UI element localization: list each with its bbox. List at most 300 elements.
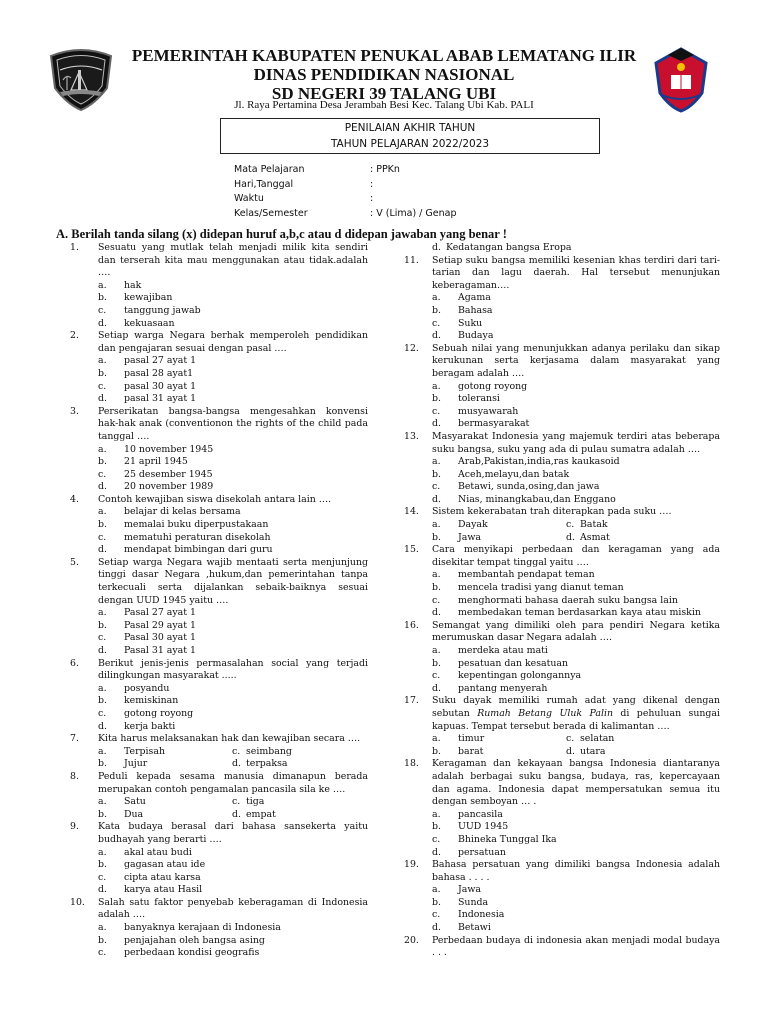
answer-option[interactable] — [98, 758, 232, 771]
letterhead-department: DINAS PENDIDIKAN NASIONAL — [253, 65, 515, 84]
option-letter: b. — [98, 292, 107, 304]
answer-option[interactable] — [566, 746, 605, 759]
option-letter: b. — [432, 896, 441, 908]
question — [70, 771, 368, 796]
option-text: Betawi, sunda,osing,dan jawa — [458, 481, 600, 493]
option-letter: d. — [232, 758, 241, 770]
option-text: Dayak — [458, 519, 488, 531]
option-text: banyaknya kerajaan di Indonesia — [124, 922, 281, 934]
exam-info — [234, 163, 456, 221]
answer-option[interactable] — [232, 809, 276, 822]
option-text: Aceh,melayu,dan batak — [458, 468, 570, 480]
option-letter: d. — [432, 607, 441, 619]
option-letter: c. — [432, 833, 441, 845]
questions-left-column — [70, 242, 368, 960]
answer-option[interactable] — [70, 884, 368, 897]
option-letter: d. — [432, 922, 441, 934]
answer-option[interactable] — [70, 393, 368, 406]
option-text: 10 november 1945 — [124, 443, 214, 455]
option-text: Pasal 29 ayat 1 — [124, 619, 196, 631]
answer-option-pair — [70, 809, 368, 822]
option-letter: b. — [98, 758, 107, 770]
letterhead — [0, 46, 768, 103]
option-letter: a. — [98, 846, 107, 858]
option-letter: c. — [98, 947, 107, 959]
option-text: barat — [458, 745, 484, 757]
info-value: : — [370, 178, 374, 190]
answer-option[interactable] — [404, 569, 720, 582]
option-text: hak — [124, 279, 142, 291]
answer-option[interactable] — [70, 456, 368, 469]
answer-option[interactable] — [70, 872, 368, 885]
option-letter: a. — [98, 279, 107, 291]
question-text: Sistem kekerabatan trah diterapkan pada suku …. — [432, 506, 672, 518]
answer-option[interactable] — [70, 368, 368, 381]
question-text: Berikut jenis-jenis permasalahan social yang terjadi dilingkungan masyarakat ..... — [98, 657, 368, 682]
answer-option[interactable] — [70, 481, 368, 494]
answer-option[interactable] — [404, 922, 720, 935]
info-row — [234, 192, 456, 207]
option-letter: b. — [432, 821, 441, 833]
option-letter: b. — [432, 393, 441, 405]
option-text: pesatuan dan kesatuan — [458, 657, 569, 669]
option-text: Sunda — [458, 896, 489, 908]
option-letter: b. — [432, 745, 441, 757]
answer-option[interactable] — [404, 595, 720, 608]
option-letter: a. — [98, 796, 107, 808]
question — [404, 935, 720, 960]
option-text: 25 desember 1945 — [124, 468, 213, 480]
option-text: pasal 30 ayat 1 — [124, 380, 197, 392]
option-text: pasal 27 ayat 1 — [124, 355, 197, 367]
answer-option[interactable] — [404, 683, 720, 696]
answer-option-pair — [70, 796, 368, 809]
option-text: Pasal 30 ayat 1 — [124, 632, 196, 644]
option-letter: b. — [432, 531, 441, 543]
answer-option[interactable] — [404, 318, 720, 331]
option-text: mencela tradisi yang dianut teman — [458, 582, 624, 594]
answer-option[interactable] — [404, 834, 720, 847]
question — [70, 733, 368, 746]
option-letter: b. — [98, 695, 107, 707]
option-letter: c. — [566, 519, 575, 531]
option-letter: b. — [432, 657, 441, 669]
answer-option[interactable] — [566, 532, 610, 545]
option-text: gotong royong — [124, 707, 194, 719]
answer-option[interactable] — [70, 620, 368, 633]
option-text: memalai buku diperpustakaan — [124, 519, 269, 531]
option-text: gagasan atau ide — [124, 859, 206, 871]
answer-option[interactable] — [404, 330, 720, 343]
option-text: terpaksa — [246, 758, 288, 770]
info-key: Hari,Tanggal — [234, 178, 294, 190]
answer-option[interactable] — [70, 645, 368, 658]
option-letter: c. — [432, 481, 441, 493]
option-text: cipta atau karsa — [124, 871, 201, 883]
option-letter: d. — [432, 242, 441, 253]
question-text: Setiap suku bangsa memiliki kesenian khas terdiri dari tari-tarian dan lagu daerah. Hal tersebut menunjukan keberagaman…. — [432, 254, 720, 291]
option-text: merdeka atau mati — [458, 645, 548, 656]
option-letter: b. — [432, 468, 441, 480]
option-letter: c. — [432, 909, 441, 921]
option-text: membantah pendapat teman — [458, 569, 595, 581]
option-letter: d. — [98, 884, 107, 896]
answer-option[interactable] — [232, 796, 264, 809]
option-text: Satu — [124, 796, 146, 808]
question — [404, 255, 720, 293]
question-number: 20. — [404, 934, 419, 946]
answer-option[interactable] — [70, 544, 368, 557]
answer-option[interactable] — [404, 242, 720, 255]
option-text: Dua — [124, 808, 144, 820]
answer-option[interactable] — [404, 481, 720, 494]
option-text: Betawi — [458, 922, 491, 934]
info-value: : V (Lima) / Genap — [370, 207, 457, 219]
answer-option[interactable] — [70, 695, 368, 708]
question-number: 1. — [70, 242, 79, 253]
question-text: Sebuah nilai yang menunjukkan adanya perilaku dan sikap kerukunan serta kerjasama dalam masyarakat yang beragam adalah …. — [432, 342, 720, 379]
answer-option-pair — [70, 746, 368, 759]
question — [70, 406, 368, 444]
answer-option[interactable] — [404, 469, 720, 482]
answer-option[interactable] — [98, 746, 232, 759]
answer-option[interactable] — [70, 381, 368, 394]
answer-option[interactable] — [70, 721, 368, 734]
option-text: mendapat bimbingan dari guru — [124, 544, 273, 556]
answer-option[interactable] — [404, 670, 720, 683]
option-letter: a. — [432, 292, 441, 304]
answer-option[interactable] — [70, 632, 368, 645]
option-text: empat — [246, 808, 276, 820]
answer-option[interactable] — [70, 683, 368, 696]
question — [404, 859, 720, 884]
answer-option[interactable] — [70, 607, 368, 620]
option-text: Batak — [580, 519, 608, 531]
answer-option[interactable] — [404, 607, 720, 620]
answer-option[interactable] — [70, 847, 368, 860]
question — [70, 658, 368, 683]
question-text: Masyarakat Indonesia yang majemuk terdiri atas beberapa suku bangsa, suku yang ada di pulau sumatra adalah …. — [432, 430, 720, 455]
question-number: 6. — [70, 657, 79, 669]
option-letter: c. — [432, 317, 441, 329]
option-text: toleransi — [458, 393, 500, 405]
exam-year: TAHUN PELAJARAN 2022/2023 — [330, 138, 490, 150]
option-text: Terpisah — [124, 745, 165, 757]
question-number: 14. — [404, 506, 419, 518]
answer-option[interactable] — [432, 519, 566, 532]
option-text: tanggung jawab — [124, 304, 201, 316]
answer-option[interactable] — [70, 506, 368, 519]
option-text: perbedaan kondisi geografis — [124, 947, 260, 959]
option-letter: d. — [232, 808, 241, 820]
option-text: Arab,Pakistan,india,ras kaukasoid — [458, 456, 620, 468]
option-letter: d. — [432, 493, 441, 505]
option-letter: a. — [98, 745, 107, 757]
option-letter: d. — [432, 418, 441, 430]
answer-option[interactable] — [404, 809, 720, 822]
answer-option[interactable] — [404, 897, 720, 910]
option-text: seimbang — [246, 745, 292, 757]
option-letter: d. — [98, 720, 107, 732]
option-text: Jawa — [458, 884, 481, 896]
option-letter: c. — [98, 871, 107, 883]
option-text: Bhineka Tunggal Ika — [458, 833, 557, 845]
question-number: 2. — [70, 330, 79, 342]
question — [70, 494, 368, 507]
question — [404, 343, 720, 381]
option-text: Jawa — [458, 531, 481, 543]
question-number: 12. — [404, 342, 419, 354]
option-letter: c. — [98, 531, 107, 543]
option-text: menghormati bahasa daerah suku bangsa lain — [458, 594, 678, 606]
option-letter: a. — [432, 569, 441, 581]
option-text: posyandu — [124, 682, 170, 694]
option-letter: a. — [98, 922, 107, 934]
option-text: pasal 28 ayat1 — [124, 367, 194, 379]
question — [70, 242, 368, 280]
answer-option[interactable] — [432, 532, 566, 545]
option-text: timur — [458, 733, 485, 745]
answer-option[interactable] — [404, 418, 720, 431]
option-letter: d. — [98, 544, 107, 556]
option-text: persatuan — [458, 846, 506, 858]
letterhead-government: PEMERINTAH KABUPATEN PENUKAL ABAB LEMATANG ILIR — [131, 46, 637, 65]
question — [404, 506, 720, 519]
answer-option[interactable] — [404, 821, 720, 834]
question-number: 9. — [70, 821, 79, 833]
question-number: 10. — [70, 896, 85, 908]
answer-option-pair — [70, 758, 368, 771]
option-text: Agama — [458, 292, 491, 304]
option-letter: d. — [98, 393, 107, 405]
option-text: kekuasaan — [124, 317, 175, 329]
answer-option[interactable] — [404, 645, 720, 658]
option-letter: a. — [432, 808, 441, 820]
option-text: gotong royong — [458, 380, 528, 392]
question-text: Salah satu faktor penyebab keberagaman di Indonesia adalah …. — [98, 896, 368, 921]
option-letter: a. — [432, 380, 441, 392]
info-value: : — [370, 193, 374, 204]
question-text-italic: Rumah Betang Uluk Palin — [477, 707, 613, 719]
option-text: Kedatangan bangsa Eropa — [446, 242, 572, 253]
option-letter: d. — [432, 846, 441, 858]
option-text: Nias, minangkabau,dan Enggano — [458, 493, 616, 505]
answer-option[interactable] — [404, 406, 720, 419]
answer-option[interactable] — [404, 658, 720, 671]
option-letter: b. — [98, 859, 107, 871]
option-text: bermasyarakat — [458, 418, 530, 430]
option-text: kewajiban — [124, 292, 173, 304]
option-letter: b. — [432, 304, 441, 316]
option-letter: d. — [432, 330, 441, 342]
answer-option[interactable] — [404, 582, 720, 595]
question-text: Setiap warga Negara wajib mentaati serta menjunjung tinggi dasar Negara ,hukum,dan pemerintahan tanpa terkecuali serta dijalankan sebaik-baiknya sesuai dengan UUD 1945 yaitu …. — [98, 556, 368, 606]
answer-option[interactable] — [404, 381, 720, 394]
question-text: Keragaman dan kekayaan bangsa Indonesia diantaranya adalah berbagai suku bangsa, budaya, ras, kepercayaan dan agama. Indonesia dapat mempersatukan semua itu dengan semboyan … . — [432, 758, 720, 808]
option-letter: a. — [98, 506, 107, 518]
question-number: 7. — [70, 733, 79, 745]
question-text: Semangat yang dimiliki oleh para pendiri Negara ketika merumuskan dasar Negara adalah …. — [432, 619, 720, 644]
info-row — [234, 178, 456, 193]
answer-option[interactable] — [70, 922, 368, 935]
question-number: 5. — [70, 556, 79, 568]
option-letter: a. — [432, 884, 441, 896]
option-letter: c. — [98, 304, 107, 316]
answer-option[interactable] — [70, 519, 368, 532]
answer-option[interactable] — [404, 292, 720, 305]
option-text: musyawarah — [458, 405, 519, 417]
option-text: Jujur — [124, 758, 148, 770]
option-letter: b. — [98, 808, 107, 820]
answer-option[interactable] — [70, 292, 368, 305]
section-instruction: A. Berilah tanda silang (x) didepan huruf a,b,c atau d didepan jawaban yang benar ! — [56, 227, 507, 241]
answer-option[interactable] — [404, 393, 720, 406]
option-letter: c. — [98, 632, 107, 644]
answer-option[interactable] — [70, 280, 368, 293]
answer-option[interactable] — [566, 519, 608, 532]
option-letter: c. — [232, 745, 241, 757]
option-text: kemiskinan — [124, 695, 179, 707]
option-text: penjajahan oleh bangsa asing — [124, 934, 265, 946]
answer-option[interactable] — [98, 809, 232, 822]
option-text: pancasila — [458, 808, 503, 820]
option-letter: b. — [98, 519, 107, 531]
option-letter: a. — [432, 519, 441, 531]
question-text: Sesuatu yang mutlak telah menjadi milik kita sendiri dan terserah kita mau menggunakan atau tidak.adalah …. — [98, 242, 368, 279]
option-letter: d. — [432, 682, 441, 694]
answer-option[interactable] — [404, 305, 720, 318]
option-letter: c. — [566, 733, 575, 745]
option-text: pasal 31 ayat 1 — [124, 393, 197, 405]
option-text: tiga — [246, 796, 265, 808]
answer-option-pair — [404, 733, 720, 746]
question-number: 8. — [70, 770, 79, 782]
answer-option-pair — [404, 532, 720, 545]
option-letter: d. — [566, 531, 575, 543]
answer-option[interactable] — [70, 444, 368, 457]
answer-option[interactable] — [70, 469, 368, 482]
option-letter: a. — [98, 682, 107, 694]
question-number: 3. — [70, 405, 79, 417]
option-text: 21 april 1945 — [124, 456, 188, 468]
answer-option[interactable] — [70, 859, 368, 872]
question-text: Setiap warga Negara berhak memperoleh pendidikan dan pengajaran sesuai dengan pasal …. — [98, 330, 368, 354]
answer-option[interactable] — [98, 796, 232, 809]
option-letter: d. — [566, 745, 575, 757]
option-letter: c. — [432, 405, 441, 417]
option-letter: b. — [98, 456, 107, 468]
info-key: Kelas/Semester — [234, 207, 308, 219]
questions-right-column — [404, 242, 720, 960]
answer-option[interactable] — [70, 935, 368, 948]
answer-option[interactable] — [232, 758, 287, 771]
option-text: UUD 1945 — [458, 821, 509, 833]
option-letter: c. — [232, 796, 241, 808]
option-text: Suku — [458, 317, 483, 329]
question-text: Contoh kewajiban siswa disekolah antara lain …. — [98, 493, 332, 505]
option-letter: d. — [98, 317, 107, 329]
option-text: Asmat — [580, 531, 610, 543]
answer-option[interactable] — [70, 532, 368, 545]
question-number: 17. — [404, 695, 419, 707]
option-text: mematuhi peraturan disekolah — [124, 531, 271, 543]
question — [70, 821, 368, 846]
answer-option[interactable] — [232, 746, 292, 759]
answer-option[interactable] — [432, 733, 566, 746]
school-address: Jl. Raya Pertamina Desa Jerambah Besi Kec. Talang Ubi Kab. PALI — [234, 99, 534, 111]
answer-option[interactable] — [70, 305, 368, 318]
option-text: belajar di kelas bersama — [124, 506, 241, 518]
option-text: akal atau budi — [124, 846, 192, 858]
option-letter: a. — [432, 645, 441, 656]
option-letter: b. — [98, 367, 107, 379]
option-text: karya atau Hasil — [124, 884, 203, 896]
option-letter: a. — [98, 443, 107, 455]
info-key: Mata Pelajaran — [234, 164, 305, 175]
question-number: 19. — [404, 859, 419, 871]
answer-option[interactable] — [70, 947, 368, 960]
option-letter: b. — [98, 619, 107, 631]
option-letter: a. — [98, 607, 107, 619]
answer-option-pair — [404, 746, 720, 759]
question — [404, 758, 720, 808]
answer-option[interactable] — [70, 355, 368, 368]
answer-option[interactable] — [404, 847, 720, 860]
letterhead-school: SD NEGERI 39 TALANG UBI — [271, 84, 497, 103]
option-text: Pasal 27 ayat 1 — [124, 607, 196, 619]
info-value: : PPKn — [370, 164, 400, 175]
answer-option[interactable] — [404, 494, 720, 507]
option-letter: a. — [432, 733, 441, 745]
exam-title-box — [220, 118, 600, 154]
option-letter: d. — [98, 481, 107, 493]
question-number: 11. — [404, 254, 419, 266]
answer-option[interactable] — [70, 318, 368, 331]
info-row — [234, 207, 456, 222]
option-text: kepentingan golongannya — [458, 670, 582, 682]
question — [404, 620, 720, 645]
info-key: Waktu — [234, 193, 264, 204]
option-text: kerja bakti — [124, 720, 176, 732]
answer-option[interactable] — [404, 884, 720, 897]
answer-option[interactable] — [404, 456, 720, 469]
option-text: Pasal 31 ayat 1 — [124, 645, 196, 656]
option-letter: c. — [432, 670, 441, 682]
option-text: pantang menyerah — [458, 682, 548, 694]
option-letter: d. — [98, 645, 107, 656]
option-text: Indonesia — [458, 909, 505, 921]
option-letter: a. — [98, 355, 107, 367]
option-letter: c. — [98, 468, 107, 480]
question — [70, 557, 368, 607]
option-text: Budaya — [458, 330, 494, 342]
question-number: 18. — [404, 758, 419, 770]
question-number: 15. — [404, 544, 419, 556]
question-text: Perbedaan budaya di indonesia akan menjadi modal budaya . . . — [432, 934, 720, 959]
question-text: Cara menyikapi perbedaan dan keragaman yang ada disekitar tempat tinggal yaitu …. — [432, 544, 720, 568]
option-letter: b. — [98, 934, 107, 946]
question — [70, 897, 368, 922]
option-letter: c. — [98, 707, 107, 719]
answer-option[interactable] — [404, 909, 720, 922]
answer-option[interactable] — [432, 746, 566, 759]
question-number: 4. — [70, 493, 79, 505]
question — [404, 695, 720, 733]
answer-option[interactable] — [566, 733, 614, 746]
answer-option[interactable] — [70, 708, 368, 721]
info-row — [234, 163, 456, 178]
question — [70, 330, 368, 355]
